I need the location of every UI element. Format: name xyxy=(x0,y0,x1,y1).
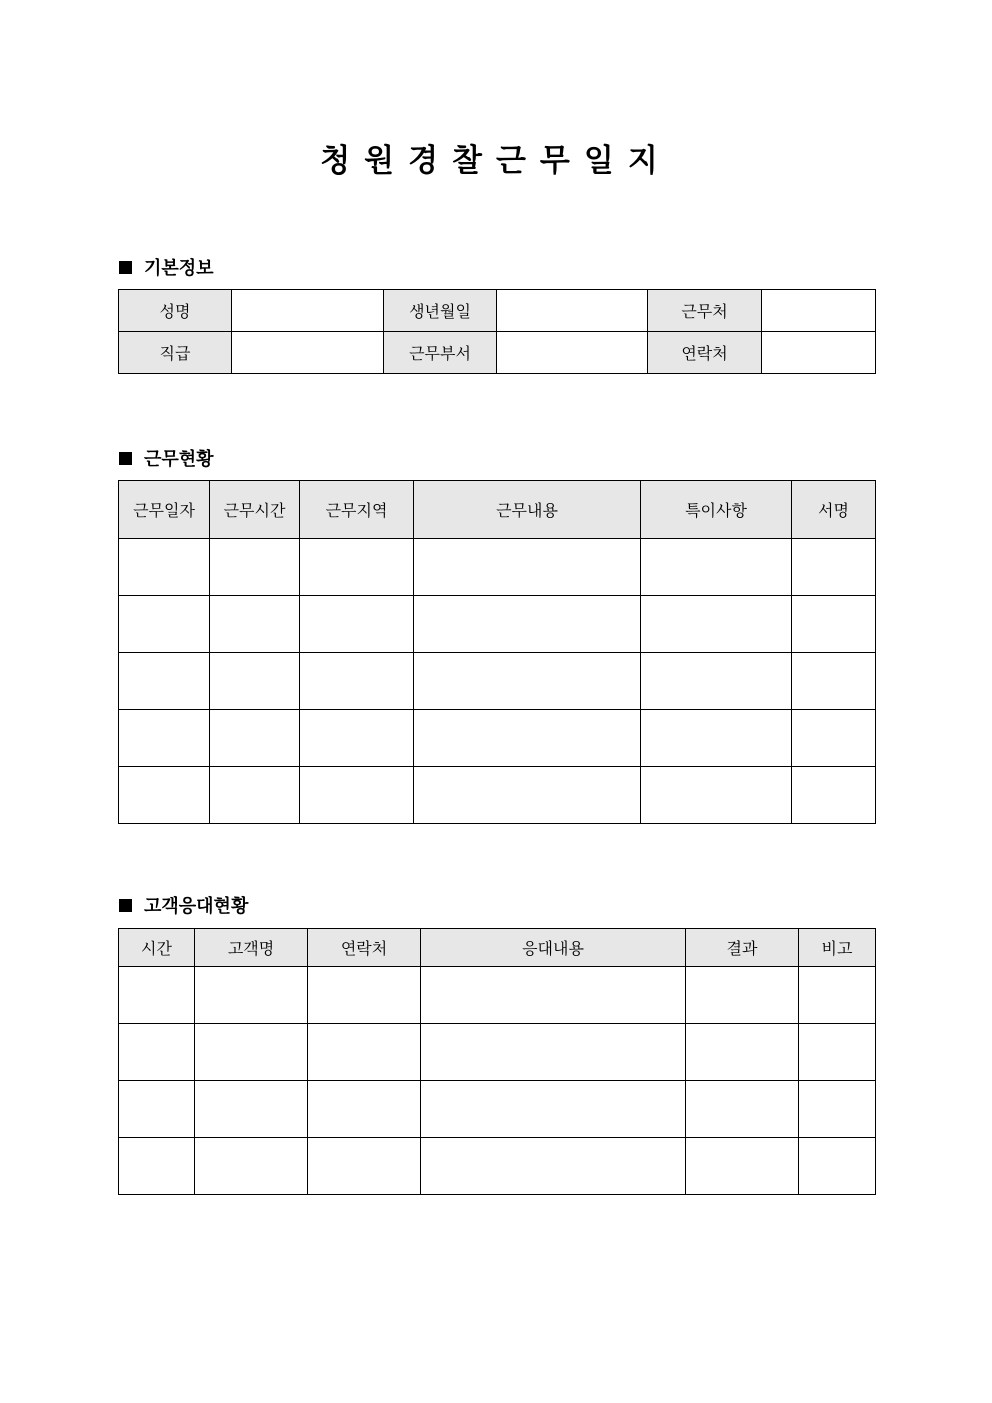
column-header: 고객명 xyxy=(195,929,308,967)
column-header: 시간 xyxy=(119,929,195,967)
table-cell[interactable] xyxy=(195,1138,308,1195)
birthdate-label: 생년월일 xyxy=(384,290,497,332)
table-cell[interactable] xyxy=(414,653,641,710)
table-cell[interactable] xyxy=(792,539,876,596)
table-cell[interactable] xyxy=(421,1138,686,1195)
table-cell[interactable] xyxy=(799,1081,876,1138)
workplace-label: 근무처 xyxy=(648,290,762,332)
table-cell[interactable] xyxy=(195,1024,308,1081)
table-cell[interactable] xyxy=(119,767,210,824)
table-cell[interactable] xyxy=(119,1081,195,1138)
table-cell[interactable] xyxy=(119,967,195,1024)
table-cell[interactable] xyxy=(308,1138,421,1195)
table-cell[interactable] xyxy=(421,1024,686,1081)
table-cell[interactable] xyxy=(308,1024,421,1081)
square-bullet-icon xyxy=(119,261,132,274)
table-row xyxy=(119,767,876,824)
table-row xyxy=(119,653,876,710)
table-cell[interactable] xyxy=(119,653,210,710)
table-cell[interactable] xyxy=(792,710,876,767)
contact-label: 연락처 xyxy=(648,332,762,374)
table-cell[interactable] xyxy=(308,1081,421,1138)
table-cell[interactable] xyxy=(686,967,799,1024)
column-header: 결과 xyxy=(686,929,799,967)
workplace-field[interactable] xyxy=(762,290,876,332)
column-header: 근무시간 xyxy=(210,481,300,539)
basic-info-table xyxy=(118,289,876,374)
table-row xyxy=(119,1024,876,1081)
table-row xyxy=(119,1138,876,1195)
table-cell[interactable] xyxy=(195,1081,308,1138)
table-cell[interactable] xyxy=(641,596,792,653)
square-bullet-icon xyxy=(119,452,132,465)
work-status-heading-text: 근무현황 xyxy=(144,449,214,470)
table-cell[interactable] xyxy=(300,596,414,653)
table-cell[interactable] xyxy=(119,710,210,767)
page-title: 청원경찰근무일지 xyxy=(320,143,672,179)
column-header: 연락처 xyxy=(308,929,421,967)
rank-field[interactable] xyxy=(232,332,384,374)
table-header-row xyxy=(119,929,876,967)
column-header: 근무지역 xyxy=(300,481,414,539)
column-header: 특이사항 xyxy=(641,481,792,539)
column-header: 서명 xyxy=(792,481,876,539)
customer-service-table xyxy=(118,928,876,1195)
work-status-heading xyxy=(119,445,214,471)
column-header: 비고 xyxy=(799,929,876,967)
table-cell[interactable] xyxy=(799,967,876,1024)
table-cell[interactable] xyxy=(414,767,641,824)
table-row xyxy=(119,332,876,374)
birthdate-field[interactable] xyxy=(497,290,648,332)
table-cell[interactable] xyxy=(414,539,641,596)
contact-field[interactable] xyxy=(762,332,876,374)
basic-info-heading-text: 기본정보 xyxy=(144,258,214,279)
table-row xyxy=(119,596,876,653)
name-label: 성명 xyxy=(119,290,232,332)
table-cell[interactable] xyxy=(119,596,210,653)
table-cell[interactable] xyxy=(686,1138,799,1195)
department-field[interactable] xyxy=(497,332,648,374)
table-cell[interactable] xyxy=(119,1024,195,1081)
table-header-row xyxy=(119,481,876,539)
rank-label: 직급 xyxy=(119,332,232,374)
table-cell[interactable] xyxy=(686,1024,799,1081)
table-row xyxy=(119,967,876,1024)
table-cell[interactable] xyxy=(414,710,641,767)
column-header: 응대내용 xyxy=(421,929,686,967)
table-cell[interactable] xyxy=(119,1138,195,1195)
table-cell[interactable] xyxy=(210,539,300,596)
table-cell[interactable] xyxy=(210,767,300,824)
table-cell[interactable] xyxy=(210,653,300,710)
table-row xyxy=(119,1081,876,1138)
table-cell[interactable] xyxy=(686,1081,799,1138)
table-cell[interactable] xyxy=(119,539,210,596)
table-cell[interactable] xyxy=(308,967,421,1024)
table-cell[interactable] xyxy=(195,967,308,1024)
table-cell[interactable] xyxy=(421,967,686,1024)
table-cell[interactable] xyxy=(792,596,876,653)
customer-service-heading xyxy=(119,892,248,918)
table-row xyxy=(119,290,876,332)
table-cell[interactable] xyxy=(210,710,300,767)
table-cell[interactable] xyxy=(641,539,792,596)
name-field[interactable] xyxy=(232,290,384,332)
table-row xyxy=(119,710,876,767)
customer-service-heading-text: 고객응대현황 xyxy=(144,896,249,917)
table-cell[interactable] xyxy=(792,653,876,710)
table-cell[interactable] xyxy=(799,1138,876,1195)
basic-info-heading xyxy=(119,254,214,280)
table-cell[interactable] xyxy=(210,596,300,653)
table-cell[interactable] xyxy=(300,539,414,596)
table-row xyxy=(119,539,876,596)
table-cell[interactable] xyxy=(641,710,792,767)
table-cell[interactable] xyxy=(300,653,414,710)
table-cell[interactable] xyxy=(414,596,641,653)
column-header: 근무일자 xyxy=(119,481,210,539)
table-cell[interactable] xyxy=(641,767,792,824)
department-label: 근무부서 xyxy=(384,332,497,374)
table-cell[interactable] xyxy=(799,1024,876,1081)
table-cell[interactable] xyxy=(300,710,414,767)
square-bullet-icon xyxy=(119,899,132,912)
column-header: 근무내용 xyxy=(414,481,641,539)
table-cell[interactable] xyxy=(421,1081,686,1138)
table-cell[interactable] xyxy=(300,767,414,824)
table-cell[interactable] xyxy=(792,767,876,824)
work-status-table xyxy=(118,480,876,824)
table-cell[interactable] xyxy=(641,653,792,710)
